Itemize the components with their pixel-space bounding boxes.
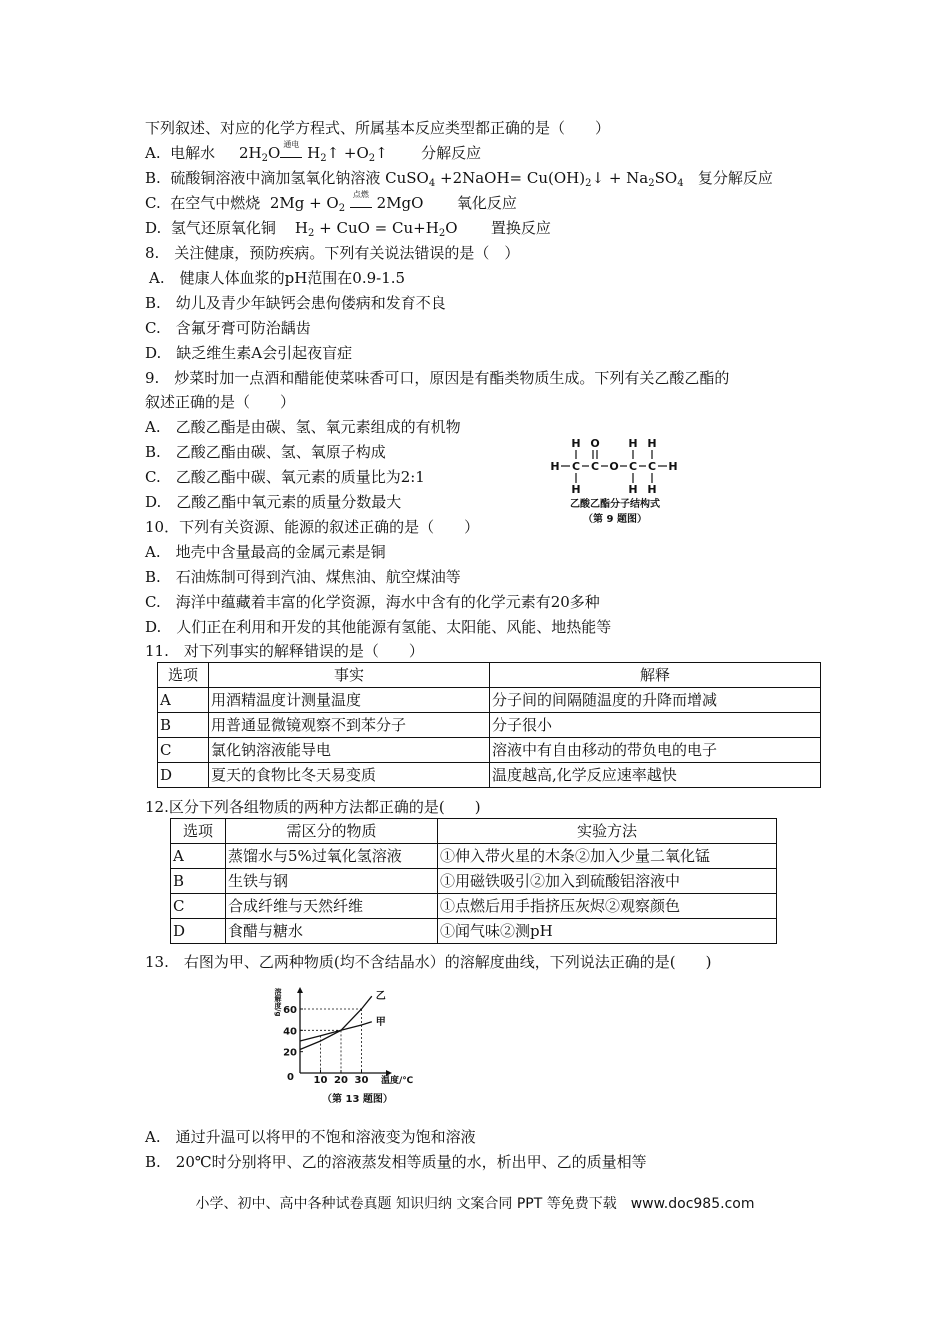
q11-header-explanation: 解释 <box>490 663 821 688</box>
chart-caption: （第 13 题图） <box>322 1094 393 1105</box>
atom-c2: C <box>590 460 600 473</box>
q11-header-fact: 事实 <box>209 663 490 688</box>
atom-top-h1: H <box>571 437 581 450</box>
option-b: B. 硫酸铜溶液中滴加氢氧化钠溶液 CuSO$_4$ +2NaOH= $Cu(OH)_2↓ + Na_2SO_4$ 复分解反应 <box>145 169 773 189</box>
option-c: C. 在空气中燃烧 $2Mg + O_2$ 点燃 2MgO 氧化反应 <box>145 190 517 214</box>
table-row <box>158 713 821 738</box>
table-row <box>171 894 777 919</box>
cell-fact: 夏天的食物比冬天易变质 <box>209 763 490 788</box>
cell-option: D <box>158 763 209 788</box>
y-axis-arrow <box>297 987 303 993</box>
atom-top-h2: H <box>628 437 638 450</box>
cell-option: C <box>158 738 209 763</box>
x-tick-label: 10 <box>313 1075 328 1086</box>
q10-option-a: A. 地壳中含量最高的金属元素是铜 <box>145 543 386 561</box>
table-row <box>158 763 821 788</box>
atom-c4: C <box>647 460 657 473</box>
q13-option-a: A. 通过升温可以将甲的不饱和溶液变为饱和溶液 <box>145 1128 476 1146</box>
cell-substances: 合成纤维与天然纤维 <box>226 894 438 919</box>
cell-method: ①闻气味②测pH <box>438 919 777 944</box>
figure-9-number: （第 9 题图） <box>583 514 647 525</box>
cell-option: A <box>158 688 209 713</box>
q10-option-b: B. 石油炼制可得到汽油、煤焦油、航空煤油等 <box>145 568 461 586</box>
atom-bottom-h2: H <box>628 483 638 496</box>
atom-h-right: H <box>668 460 678 473</box>
page-footer: 小学、初中、高中各种试卷真题 知识归纳 文案合同 PPT 等免费下载 www.doc985.com <box>195 1196 755 1212</box>
q12-header-substances: 需区分的物质 <box>226 819 438 844</box>
cell-option: C <box>171 894 226 919</box>
cell-option: B <box>171 869 226 894</box>
option-a: A. 电解水 $2H_2O$ 通电 $H_2↑$ $+O_2↑$ 分解反应 <box>145 140 482 164</box>
q11-table <box>157 662 821 788</box>
table-row <box>171 919 777 944</box>
q12-table <box>170 818 777 944</box>
cell-option: A <box>171 844 226 869</box>
cell-option: B <box>158 713 209 738</box>
cell-method: ①用磁铁吸引②加入到硫酸铝溶液中 <box>438 869 777 894</box>
question-8-stem: 8. 关注健康，预防疾病。下列有关说法错误的是（ ） <box>145 244 520 262</box>
table-row <box>158 688 821 713</box>
q12-header-option: 选项 <box>171 819 226 844</box>
question-10-stem: 10．下列有关资源、能源的叙述正确的是（ ） <box>145 518 480 536</box>
cell-substances: 蒸馏水与5%过氧化氢溶液 <box>226 844 438 869</box>
cell-fact: 用酒精温度计测量温度 <box>209 688 490 713</box>
chart-ylabel: 溶解度/g <box>274 988 282 1017</box>
cell-option: D <box>171 919 226 944</box>
x-tick-label: 20 <box>334 1075 348 1086</box>
question-9-stem: 9. 炒菜时加一点酒和醋能使菜味香可口，原因是有酯类物质生成。下列有关乙酸乙酯的 <box>145 369 730 387</box>
series-yi-line <box>300 996 372 1049</box>
y-tick-label: 60 <box>283 1005 297 1016</box>
cell-substances: 生铁与钢 <box>226 869 438 894</box>
q13-option-b: B. 20℃时分别将甲、乙的溶液蒸发相等质量的水，析出甲、乙的质量相等 <box>145 1153 647 1171</box>
chart-origin: 0 <box>287 1072 294 1083</box>
atom-c3: C <box>628 460 638 473</box>
cell-fact: 氯化钠溶液能导电 <box>209 738 490 763</box>
cell-method: ①伸入带火星的木条②加入少量二氧化锰 <box>438 844 777 869</box>
cell-explanation: 温度越高,化学反应速率越快 <box>490 763 821 788</box>
q10-option-d: D. 人们正在利用和开发的其他能源有氢能、太阳能、风能、地热能等 <box>145 618 612 636</box>
atom-bottom-h3: H <box>647 483 657 496</box>
table-row <box>171 869 777 894</box>
solubility-curve-chart <box>268 980 428 1108</box>
q8-option-a: A. 健康人体血浆的pH范围在0.9-1.5 <box>149 269 406 287</box>
cell-substances: 食醋与糖水 <box>226 919 438 944</box>
q9-option-c: C. 乙酸乙酯中碳、氧元素的质量比为2:1 <box>145 468 425 486</box>
x-tick-label: 30 <box>354 1075 369 1086</box>
chart-xlabel: 温度/℃ <box>381 1076 414 1086</box>
atom-c1: C <box>571 460 581 473</box>
series-label: 乙 <box>375 991 386 1003</box>
cell-explanation: 溶液中有自由移动的带负电的电子 <box>490 738 821 763</box>
q8-option-d: D. 缺乏维生素A会引起夜盲症 <box>145 344 353 362</box>
q12-header-method: 实验方法 <box>438 819 777 844</box>
cell-explanation: 分子很小 <box>490 713 821 738</box>
q9-option-b: B. 乙酸乙酯由碳、氢、氧原子构成 <box>145 443 386 461</box>
series-label: 甲 <box>375 1016 386 1028</box>
q9-option-a: A. 乙酸乙酯是由碳、氢、氧元素组成的有机物 <box>145 418 461 436</box>
atom-h-left: H <box>550 460 560 473</box>
q10-option-c: C. 海洋中蕴藏着丰富的化学资源，海水中含有的化学元素有20多种 <box>145 593 600 611</box>
q11-header-option: 选项 <box>158 663 209 688</box>
cell-explanation: 分子间的间隔随温度的升降而增减 <box>490 688 821 713</box>
question-9-stem-cont: 叙述正确的是（ ） <box>145 393 296 411</box>
figure-9-caption: 乙酸乙酯分子结构式 <box>570 499 660 510</box>
question-13-stem: 13. 右图为甲、乙两种物质(均不含结晶水）的溶解度曲线，下列说法正确的是( ) <box>145 953 712 971</box>
table-row <box>158 738 821 763</box>
atom-top-h3: H <box>647 437 657 450</box>
cell-method: ①点燃后用手指挤压灰烬②观察颜色 <box>438 894 777 919</box>
question-12-stem: 12.区分下列各组物质的两种方法都正确的是( ) <box>145 798 481 816</box>
table-row <box>171 844 777 869</box>
cell-fact: 用普通显微镜观察不到苯分子 <box>209 713 490 738</box>
y-tick-label: 20 <box>283 1047 297 1059</box>
y-tick-label: 40 <box>283 1026 297 1038</box>
q9-option-d: D. 乙酸乙酯中氧元素的质量分数最大 <box>145 493 402 511</box>
option-d: D. 氢气还原氧化铜 $H_2$ + CuO = $Cu+H_2O$ 置换反应 <box>145 219 551 239</box>
question-7-stem: 下列叙述、对应的化学方程式、所属基本反应类型都正确的是（ ） <box>145 119 611 137</box>
q8-option-b: B. 幼儿及青少年缺钙会患佝偻病和发育不良 <box>145 294 446 312</box>
atom-top-o: O <box>590 437 600 450</box>
q8-option-c: C. 含氟牙膏可防治龋齿 <box>145 319 311 337</box>
series-jia-line <box>300 1022 372 1041</box>
atom-bottom-h1: H <box>571 483 581 496</box>
atom-o-chain: O <box>609 460 619 473</box>
ethyl-acetate-structure-figure <box>545 432 685 532</box>
question-11-stem: 11. 对下列事实的解释错误的是（ ） <box>145 642 424 660</box>
